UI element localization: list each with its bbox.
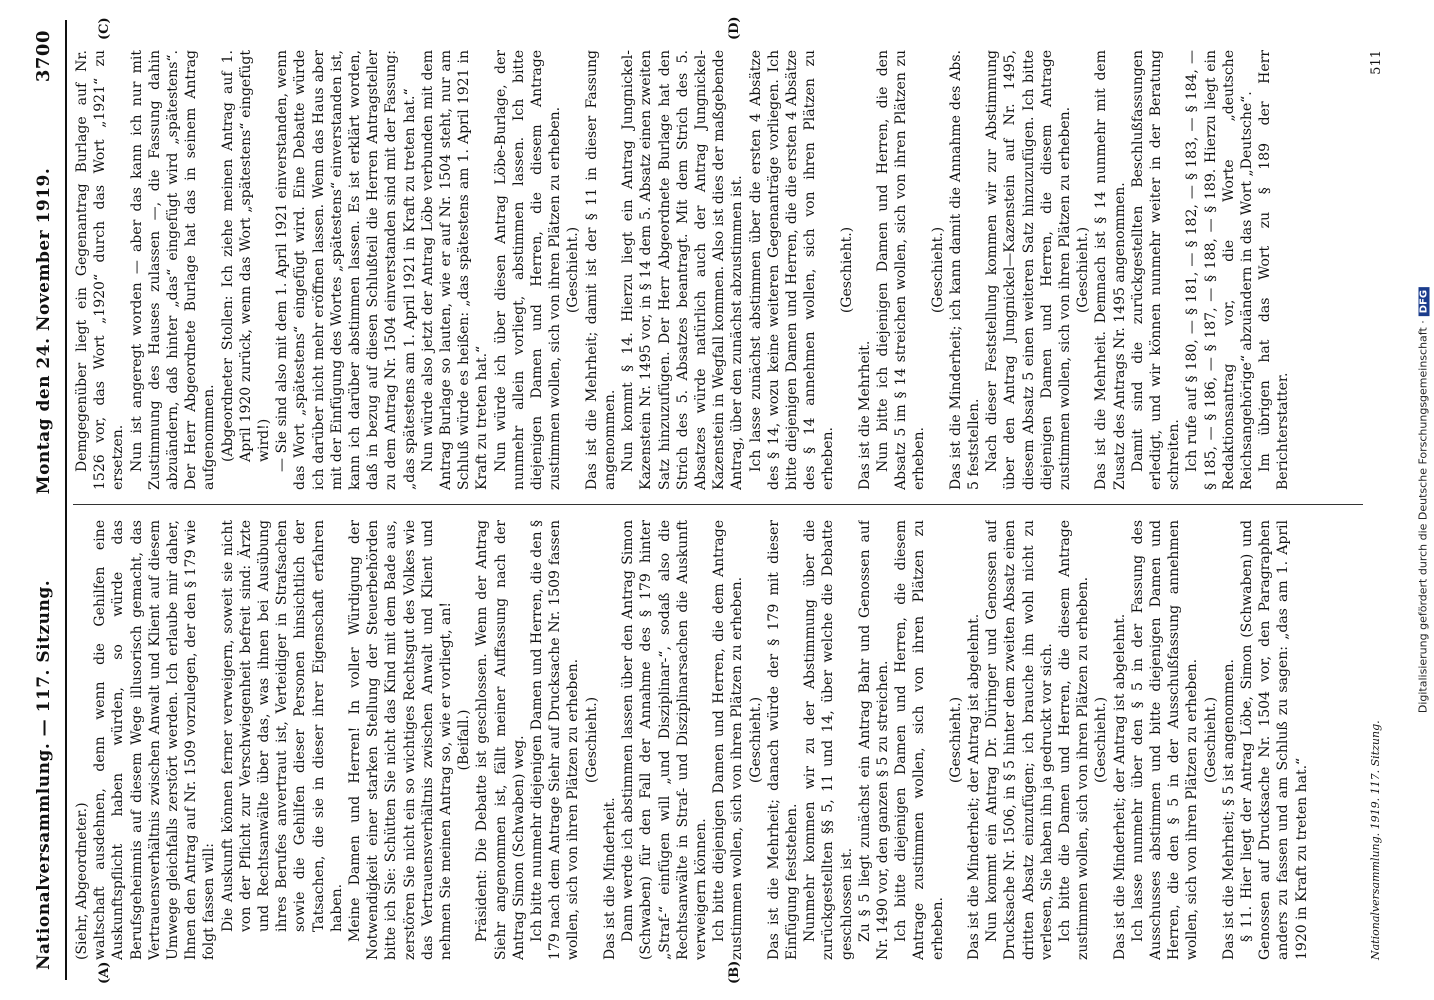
page-header [33, 30, 61, 970]
reaction-note: (Geschieht.) [747, 696, 764, 784]
paragraph: Das ist die Minderheit; der Antrag ist abgelehnt. [965, 613, 982, 960]
paragraph: Das ist die Minderheit; der Antrag ist abgelehnt. [1111, 613, 1128, 960]
left-column [73, 520, 1363, 960]
margin-mark-a: (A) [97, 961, 112, 984]
reaction-note: (Beifall.) [456, 709, 473, 771]
paragraph: Das ist die Mehrheit. Demnach ist § 14 nunmehr mit dem Zusatz des Antrags Nr. 1495 angenommen. [1093, 50, 1128, 490]
paragraph: Damit sind die zurückgestellten Beschlußfassungen erledigt, und wir können nunmehr weiter in der Beratung schreiten. [1129, 50, 1183, 490]
digitization-credit [1412, 0, 1434, 1000]
credit-text: Digitalisierung gefördert durch die Deutsche Forschungsgemeinschaft · [1416, 320, 1430, 714]
scanned-page [27, 10, 1407, 990]
reaction-note: (Geschieht.) [1093, 696, 1110, 784]
reaction-note: (Geschieht.) [583, 696, 600, 784]
margin-mark-b: (B) [727, 960, 742, 984]
paragraph: Nun würde ich über diesen Antrag Löbe-Burlage, der nunmehr allein vorliegt, abstimmen lassen. Ich bitte diejenigen Damen und Herren, die diesem Antrage zustimmen wollen, sich von ihren Plätzen zu erheben. [492, 50, 564, 490]
paragraph: Zu § 5 liegt zunächst ein Antrag Bahr und Genossen auf Nr. 1490 vor, den ganzen § 5 zu streichen. [856, 520, 891, 960]
page-footer: Nationalversammlung. 1919. 117. Sitzung. [1369, 720, 1382, 960]
header-center: Montag den 24. November 1919. [34, 167, 54, 495]
reaction-note: (Geschieht.) [929, 226, 946, 314]
reaction-note: (Geschieht.) [565, 226, 582, 314]
paragraph: Ich lasse zunächst abstimmen über die ersten 4 Absätze des § 14, wozu keine weiteren Gegenanträge vorliegen. Ich bitte diejenigen Damen und Herren, die die ersten 4 Absätze des § 14 annehmen wollen, sich von ihren Plätzen zu erheben. [747, 50, 837, 490]
paragraph: Demgegenüber liegt ein Gegenantrag Burlage auf Nr. 1526 vor, das Wort „1920“ durch das Wort „1921“ zu ersetzen. [74, 50, 127, 490]
header-left: Nationalversammlung. — 117. Sitzung. [34, 579, 54, 970]
paragraph: Ich bitte die Damen und Herren, die diesem Antrage zustimmen wollen, sich von ihren Plätzen zu erheben. [1056, 520, 1092, 960]
reaction-note: (Geschieht.) [1202, 696, 1219, 784]
paragraph: § 11. Hier liegt der Antrag Löbe, Simon (Schwaben) und Genossen auf Drucksache Nr. 1504 vor, den Paragraphen anders zu fassen und am Schluß zu sagen: „das am 1. April 1920 in Kraft zu treten hat.“ [1239, 520, 1310, 960]
header-page-number: 3700 [33, 30, 54, 83]
paragraph: Das ist die Minderheit. [601, 797, 618, 960]
quoted-motion: Die Auskunft können ferner verweigern, soweit sie nicht von der Pflicht zur Verschwiegenheit befreit sind: Ärzte und Rechtsanwälte über das, was ihnen bei Ausübung ihres Berufes anvertraut ist, Verteidiger in Strafsachen sowie die Gehilfen dieser Personen hinsichtlich der Tatsachen, die sie in dieser ihrer Eigenschaft erfahren haben. [219, 520, 345, 932]
column-divider [73, 504, 1363, 505]
paragraph: Meine Damen und Herren! In voller Würdigung der Notwendigkeit einer starken Stellung der Steuerbehörden bitte ich Sie: Schütten Sie nicht das Kind mit dem Bade aus, zerstören Sie nicht ein so wichtiges Rechtsgut des Volkes wie das Vertrauensverhältnis zwischen Anwalt und Klient und nehmen Sie meinen Antrag so, wie er vorliegt, an! [347, 520, 455, 960]
reaction-note: (Geschieht.) [838, 226, 855, 314]
header-rule [65, 20, 67, 980]
paragraph: waltschaft ausdehnen, denn wenn die Gehilfen eine Auskunftspflicht haben würden, so würde das Berufsgeheimnis auf diesem Wege illusorisch gemacht, das Vertrauensverhältnis zwischen Anwalt und Klient auf diesem Umwege gleichfalls zerstört werden. Ich erlaube mir daher, Ihnen den Antrag auf Nr. 1509 vorzulegen, der den § 179 wie folgt fassen will: [92, 520, 218, 960]
interjection: (Abgeordneter Stollen: Ich ziehe meinen Antrag auf 1. April 1920 zurück, wenn das Wort „spätestens“ eingefügt wird!) [219, 50, 273, 462]
paragraph: Nun bitte ich diejenigen Damen und Herren, die den Absatz 5 im § 14 streichen wollen, sich von ihren Plätzen zu erheben. [874, 50, 928, 490]
paragraph: Das ist die Mehrheit; danach würde der § 179 mit dieser Einfügung feststehen. [765, 520, 800, 960]
paragraph: Nun kommt § 14. Hierzu liegt ein Antrag Jungnickel-Kazenstein Nr. 1495 vor, in § 14 dem 5. Absatz einen zweiten Satz hinzuzufügen. Der Herr Abgeordnete Burlage hat den Strich des 5. Absatzes beantragt. Mit dem Strich des 5. Absatzes würde natürlich auch der Antrag Jungnickel-Kazenstein in Wegfall kommen. Also ist dies der maßgebende Antrag, über den zunächst abzustimmen ist. [620, 50, 746, 490]
paragraph: Das ist die Mehrheit; damit ist der § 11 in dieser Fassung angenommen. [583, 50, 618, 490]
paragraph: Nach dieser Feststellung kommen wir zur Abstimmung über den Antrag Jungnickel—Kazenstein auf Nr. 1495, diesem Absatz 5 einen weiteren Satz hinzuzufügen. Ich bitte diejenigen Damen und Herren, die diesem Antrage zustimmen wollen, sich von ihren Plätzen zu erheben. [984, 50, 1073, 490]
paragraph: Ich rufe auf § 180, — § 181, — § 182, — § 183, — § 184, — § 185, — § 186, — § 187, — § 188, — § 189. Hierzu liegt ein Redaktionsantrag vor, die Worte „deutsche Reichsangehörige“ abzuändern in das Wort „Deutsche“. [1184, 50, 1255, 490]
paragraph: Nun ist angeregt worden — aber das kann ich nur mit Zustimmung des Hauses zulassen —, die Fassung dahin abzuändern, daß hinter „das“ eingefügt wird „spätestens“. Der Herr Abgeordnete Burlage hat das in seinem Antrag aufgenommen. [128, 50, 218, 490]
sheet-number: 511 [1369, 50, 1384, 75]
paragraph: Ich bitte diejenigen Damen und Herren, die diesem Antrage zustimmen wollen, sich von ihren Plätzen zu erheben. [893, 520, 946, 960]
reaction-note: (Geschieht.) [947, 696, 964, 784]
paragraph: Dann werde ich abstimmen lassen über den Antrag Simon (Schwaben) für den Fall der Annahme des § 179 hinter „Straf-“ einfügen will „und Disziplinar-“, sodaß also die Rechtsanwälte in Straf- und Disziplinarsachen die Auskunft verweigern können. [620, 520, 709, 960]
reaction-note: (Geschieht.) [1075, 226, 1092, 314]
paragraph: Das ist die Mehrheit. [856, 340, 873, 490]
paragraph: Das ist die Minderheit; ich kann damit die Annahme des Abs. 5 feststellen. [947, 50, 982, 490]
paragraph: Ich bitte diejenigen Damen und Herren, die dem Antrage zustimmen wollen, sich von ihren Plätzen zu erheben. [711, 520, 746, 960]
paragraph: Das ist die Mehrheit; § 5 ist angenommen. [1220, 659, 1237, 960]
paragraph: Nun kommt ein Antrag Dr. Düringer und Genossen auf Drucksache Nr. 1506, in § 5 hinter dem zweiten Absatz einen dritten Absatz einzufügen; ich brauche ihn wohl nicht zu verlesen, Sie haben ihn ja gedruckt vor sich. [984, 520, 1055, 960]
paragraph: Im übrigen hat das Wort zu § 189 der Herr Berichterstatter. [1257, 50, 1292, 490]
speaker-note: (Siehr, Abgeordneter.) [74, 802, 90, 960]
paragraph: Ich bitte nunmehr diejenigen Damen und Herren, die den § 179 nach dem Antrage Siehr auf Drucksache Nr. 1509 fassen wollen, sich von ihren Plätzen zu erheben. [529, 520, 582, 960]
dfg-logo: DFG [1419, 287, 1430, 316]
paragraph: Ich lasse nunmehr über den § 5 in der Fassung des Ausschusses abstimmen und bitte diejenigen Damen und Herren, die den § 5 in der Ausschußfassung annehmen wollen, sich von ihren Plätzen zu erheben. [1129, 520, 1201, 960]
margin-mark-d: (D) [727, 16, 742, 40]
paragraph: Nun würde also jetzt der Antrag Löbe verbunden mit dem Antrag Burlage so lauten, wie er auf Nr. 1504 steht, nur am Schluß würde es heißen: „das spätestens am 1. April 1921 in Kraft zu treten hat.“ [419, 50, 491, 490]
paragraph: Nunmehr kommen wir zu der Abstimmung über die zurückgestellten §§ 5, 11 und 14, über welche die Debatte geschlossen ist. [802, 520, 855, 960]
paragraph: — Sie sind also mit dem 1. April 1921 einverstanden, wenn das Wort „spätestens“ eingefügt wird. Eine Debatte würde ich darüber nicht mehr eröffnen lassen. Wenn das Haus aber mit der Einfügung des Wortes „spätestens“ einverstanden ist, kann ich darüber abstimmen lassen. Es ist erklärt worden, daß in bezug auf diesen Schlußteil die Herren Antragsteller zu dem Antrag Nr. 1504 einverstanden sind mit der Fassung: „das spätestens am 1. April 1921 in Kraft zu treten hat.“ [274, 50, 418, 490]
paragraph: Präsident: Die Debatte ist geschlossen. Wenn der Antrag Siehr angenommen ist, fällt meiner Auffassung nach der Antrag Simon (Schwaben) weg. [474, 520, 527, 960]
margin-mark-c: (C) [97, 17, 112, 40]
right-column [73, 50, 1363, 490]
